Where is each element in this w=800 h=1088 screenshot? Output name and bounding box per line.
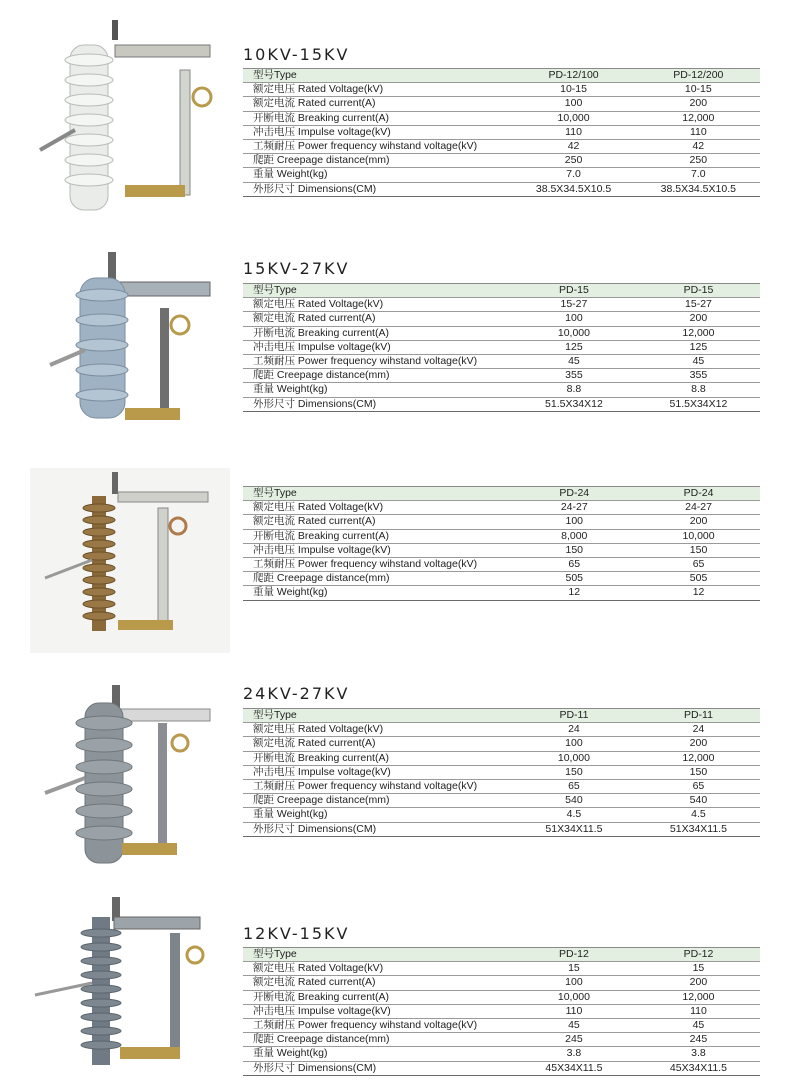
- row-label: 开断电流 Breaking current(A): [243, 990, 511, 1004]
- row-label: 外形尺寸 Dimensions(CM): [243, 182, 510, 196]
- header-cell: PD-24: [511, 487, 637, 501]
- table-row: [243, 139, 760, 153]
- table-row: [243, 723, 760, 737]
- table-header-row: [243, 284, 760, 298]
- table-row: [243, 298, 760, 312]
- row-label: 工频耐压 Power frequency wihstand voltage(kV): [243, 354, 511, 368]
- row-value: 10,000: [511, 326, 637, 340]
- table-row: [243, 397, 760, 411]
- table-row: [243, 572, 760, 586]
- table-row: [243, 354, 760, 368]
- row-label: 额定电压 Rated Voltage(kV): [243, 962, 511, 976]
- row-value: 45X34X11.5: [637, 1061, 760, 1075]
- product-image-3: [30, 468, 230, 653]
- row-label: 外形尺寸 Dimensions(CM): [243, 1061, 511, 1075]
- row-value: 15: [637, 962, 760, 976]
- row-value: 10-15: [510, 83, 636, 97]
- row-label: 冲击电压 Impulse voltage(kV): [243, 1004, 511, 1018]
- table-row: [243, 557, 760, 571]
- table-row: [243, 822, 760, 836]
- header-cell: 型号Type: [243, 487, 511, 501]
- row-value: 51X34X11.5: [637, 822, 760, 836]
- row-label: 爬距 Creepage distance(mm): [243, 572, 511, 586]
- row-value: 125: [637, 340, 760, 354]
- row-value: 200: [637, 312, 760, 326]
- row-value: 100: [511, 976, 637, 990]
- table-row: [243, 751, 760, 765]
- row-value: 150: [637, 765, 760, 779]
- row-value: 65: [511, 557, 637, 571]
- table-row: [243, 312, 760, 326]
- header-cell: PD-12/100: [510, 69, 636, 83]
- row-label: 爬距 Creepage distance(mm): [243, 1033, 511, 1047]
- row-label: 重量 Weight(kg): [243, 168, 510, 182]
- row-value: 245: [637, 1033, 760, 1047]
- row-value: 7.0: [510, 168, 636, 182]
- row-value: 42: [637, 139, 760, 153]
- row-value: 150: [637, 543, 760, 557]
- table-row: [243, 779, 760, 793]
- row-value: 355: [637, 369, 760, 383]
- row-value: 12: [637, 586, 760, 600]
- spec-table: [243, 283, 760, 412]
- row-label: 额定电压 Rated Voltage(kV): [243, 298, 511, 312]
- fuse-cutout-blue-icon: [30, 250, 230, 440]
- table-row: [243, 515, 760, 529]
- row-value: 3.8: [637, 1047, 760, 1061]
- fuse-cutout-brown-icon: [30, 468, 230, 653]
- row-value: 540: [511, 794, 637, 808]
- spec-table: [243, 486, 760, 601]
- row-value: 4.5: [637, 808, 760, 822]
- table-row: [243, 737, 760, 751]
- header-cell: PD-12: [511, 948, 637, 962]
- row-value: 45: [511, 1018, 637, 1032]
- row-value: 110: [510, 125, 636, 139]
- table-row: [243, 326, 760, 340]
- header-cell: PD-12: [637, 948, 760, 962]
- row-value: 505: [637, 572, 760, 586]
- row-value: 45: [511, 354, 637, 368]
- row-value: 10,000: [510, 111, 636, 125]
- row-label: 额定电流 Rated current(A): [243, 737, 511, 751]
- row-value: 8.8: [511, 383, 637, 397]
- row-label: 重量 Weight(kg): [243, 383, 511, 397]
- row-label: 额定电压 Rated Voltage(kV): [243, 723, 511, 737]
- row-value: 12,000: [637, 751, 760, 765]
- row-value: 15-27: [637, 298, 760, 312]
- row-value: 100: [511, 312, 637, 326]
- table-row: [243, 1047, 760, 1061]
- row-value: 250: [510, 154, 636, 168]
- row-value: 8.8: [637, 383, 760, 397]
- product-image-1: [30, 15, 230, 220]
- row-label: 额定电压 Rated Voltage(kV): [243, 83, 510, 97]
- header-cell: PD-24: [637, 487, 760, 501]
- table-row: [243, 529, 760, 543]
- header-cell: PD-12/200: [637, 69, 760, 83]
- header-cell: 型号Type: [243, 948, 511, 962]
- row-value: 12,000: [637, 111, 760, 125]
- header-cell: PD-11: [511, 709, 637, 723]
- section-title: 12KV-15KV: [243, 924, 350, 943]
- row-label: 开断电流 Breaking current(A): [243, 751, 511, 765]
- row-value: 42: [510, 139, 636, 153]
- table-row: [243, 97, 760, 111]
- row-value: 100: [511, 515, 637, 529]
- row-label: 重量 Weight(kg): [243, 586, 511, 600]
- table-row: [243, 83, 760, 97]
- row-value: 100: [511, 737, 637, 751]
- section-title: 10KV-15KV: [243, 45, 350, 64]
- product-image-2: [30, 250, 230, 440]
- row-value: 10,000: [511, 751, 637, 765]
- table-row: [243, 182, 760, 196]
- row-value: 8,000: [511, 529, 637, 543]
- table-row: [243, 501, 760, 515]
- table-row: [243, 1033, 760, 1047]
- row-label: 外形尺寸 Dimensions(CM): [243, 822, 511, 836]
- row-label: 重量 Weight(kg): [243, 1047, 511, 1061]
- table-row: [243, 383, 760, 397]
- table-row: [243, 765, 760, 779]
- row-label: 爬距 Creepage distance(mm): [243, 369, 511, 383]
- product-image-4: [30, 683, 230, 873]
- spec-table: [243, 947, 760, 1076]
- row-value: 38.5X34.5X10.5: [637, 182, 760, 196]
- table-row: [243, 794, 760, 808]
- row-label: 开断电流 Breaking current(A): [243, 111, 510, 125]
- row-value: 12,000: [637, 326, 760, 340]
- row-label: 爬距 Creepage distance(mm): [243, 794, 511, 808]
- header-cell: 型号Type: [243, 709, 511, 723]
- spec-table: [243, 708, 760, 837]
- row-value: 7.0: [637, 168, 760, 182]
- row-value: 540: [637, 794, 760, 808]
- row-value: 51.5X34X12: [637, 397, 760, 411]
- row-value: 24: [637, 723, 760, 737]
- row-value: 24-27: [511, 501, 637, 515]
- row-label: 开断电流 Breaking current(A): [243, 326, 511, 340]
- row-label: 开断电流 Breaking current(A): [243, 529, 511, 543]
- table-row: [243, 168, 760, 182]
- row-value: 24: [511, 723, 637, 737]
- row-value: 200: [637, 97, 760, 111]
- row-value: 505: [511, 572, 637, 586]
- header-cell: 型号Type: [243, 284, 511, 298]
- table-row: [243, 154, 760, 168]
- table-row: [243, 543, 760, 557]
- row-label: 额定电流 Rated current(A): [243, 97, 510, 111]
- row-value: 51X34X11.5: [511, 822, 637, 836]
- table-row: [243, 990, 760, 1004]
- table-header-row: [243, 948, 760, 962]
- row-label: 冲击电压 Impulse voltage(kV): [243, 765, 511, 779]
- row-value: 15-27: [511, 298, 637, 312]
- table-row: [243, 125, 760, 139]
- table-row: [243, 1018, 760, 1032]
- row-value: 245: [511, 1033, 637, 1047]
- row-value: 38.5X34.5X10.5: [510, 182, 636, 196]
- row-value: 45: [637, 1018, 760, 1032]
- row-value: 12: [511, 586, 637, 600]
- row-label: 额定电流 Rated current(A): [243, 515, 511, 529]
- spec-table: [243, 68, 760, 197]
- row-label: 工频耐压 Power frequency wihstand voltage(kV): [243, 557, 511, 571]
- row-label: 工频耐压 Power frequency wihstand voltage(kV): [243, 779, 511, 793]
- row-value: 110: [511, 1004, 637, 1018]
- row-label: 冲击电压 Impulse voltage(kV): [243, 543, 511, 557]
- row-label: 爬距 Creepage distance(mm): [243, 154, 510, 168]
- fuse-cutout-grey-icon: [30, 683, 230, 873]
- row-value: 10,000: [511, 990, 637, 1004]
- table-row: [243, 111, 760, 125]
- section-title: 15KV-27KV: [243, 259, 350, 278]
- row-label: 工频耐压 Power frequency wihstand voltage(kV): [243, 139, 510, 153]
- header-cell: 型号Type: [243, 69, 510, 83]
- table-header-row: [243, 709, 760, 723]
- row-value: 10,000: [637, 529, 760, 543]
- row-value: 125: [511, 340, 637, 354]
- row-value: 15: [511, 962, 637, 976]
- row-value: 24-27: [637, 501, 760, 515]
- row-label: 额定电压 Rated Voltage(kV): [243, 501, 511, 515]
- header-cell: PD-15: [511, 284, 637, 298]
- row-value: 51.5X34X12: [511, 397, 637, 411]
- section-title: 24KV-27KV: [243, 684, 350, 703]
- fuse-cutout-slate-icon: [30, 895, 230, 1075]
- table-row: [243, 1004, 760, 1018]
- table-row: [243, 340, 760, 354]
- row-label: 冲击电压 Impulse voltage(kV): [243, 125, 510, 139]
- row-value: 65: [637, 557, 760, 571]
- row-value: 110: [637, 125, 760, 139]
- row-label: 工频耐压 Power frequency wihstand voltage(kV): [243, 1018, 511, 1032]
- row-label: 外形尺寸 Dimensions(CM): [243, 397, 511, 411]
- row-value: 200: [637, 976, 760, 990]
- table-row: [243, 962, 760, 976]
- row-value: 45X34X11.5: [511, 1061, 637, 1075]
- row-label: 重量 Weight(kg): [243, 808, 511, 822]
- row-value: 45: [637, 354, 760, 368]
- row-value: 200: [637, 737, 760, 751]
- header-cell: PD-11: [637, 709, 760, 723]
- row-value: 10-15: [637, 83, 760, 97]
- table-row: [243, 369, 760, 383]
- row-value: 12,000: [637, 990, 760, 1004]
- product-image-5: [30, 895, 230, 1075]
- row-label: 额定电流 Rated current(A): [243, 976, 511, 990]
- table-header-row: [243, 69, 760, 83]
- header-cell: PD-15: [637, 284, 760, 298]
- row-value: 100: [510, 97, 636, 111]
- table-header-row: [243, 487, 760, 501]
- table-row: [243, 1061, 760, 1075]
- row-value: 3.8: [511, 1047, 637, 1061]
- row-label: 冲击电压 Impulse voltage(kV): [243, 340, 511, 354]
- row-value: 150: [511, 543, 637, 557]
- row-value: 4.5: [511, 808, 637, 822]
- row-value: 250: [637, 154, 760, 168]
- row-value: 65: [637, 779, 760, 793]
- table-row: [243, 976, 760, 990]
- row-value: 355: [511, 369, 637, 383]
- fuse-cutout-white-icon: [30, 15, 230, 220]
- row-value: 65: [511, 779, 637, 793]
- row-value: 110: [637, 1004, 760, 1018]
- row-value: 150: [511, 765, 637, 779]
- row-value: 200: [637, 515, 760, 529]
- row-label: 额定电流 Rated current(A): [243, 312, 511, 326]
- table-row: [243, 586, 760, 600]
- table-row: [243, 808, 760, 822]
